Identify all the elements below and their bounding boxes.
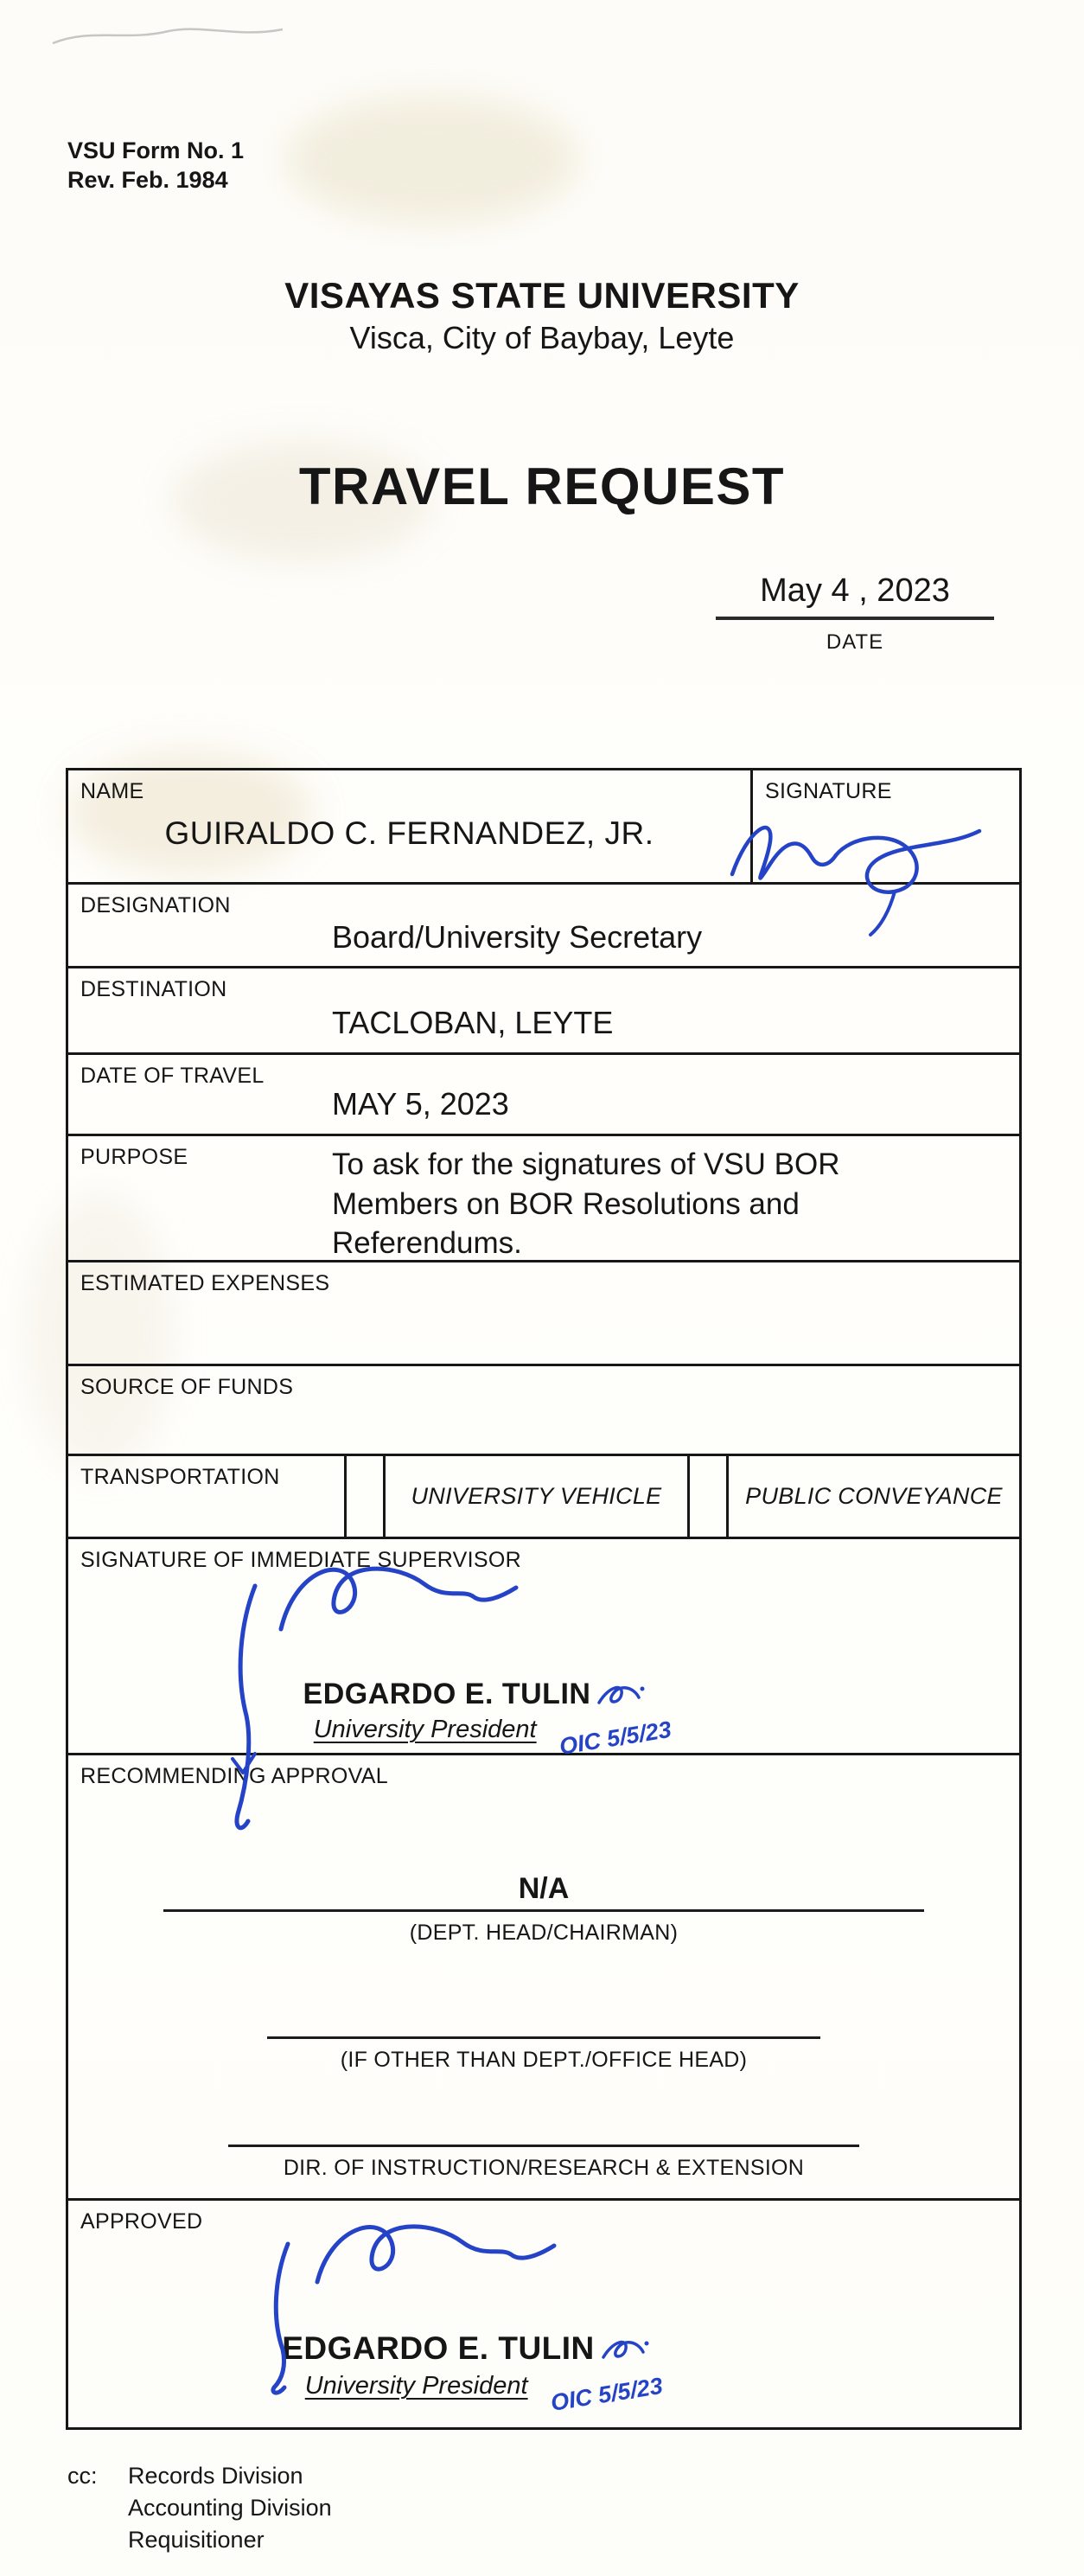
row-name: [68, 770, 1019, 885]
supervisor-name: EDGARDO E. TULIN: [303, 1678, 591, 1710]
dept-head-sign-group: [68, 1872, 1019, 1946]
immediate-supervisor-label: SIGNATURE OF IMMEDIATE SUPERVISOR: [80, 1548, 521, 1572]
pencil-scribble: [48, 16, 290, 55]
date-of-travel-label: DATE OF TRAVEL: [80, 1064, 265, 1088]
name-value: GUIRALDO C. FERNANDEZ, JR.: [164, 815, 654, 851]
row-estimated-expenses: [68, 1262, 1019, 1366]
cc-item: Accounting Division: [128, 2495, 332, 2522]
designation-value: Board/University Secretary: [332, 919, 703, 955]
university-vehicle-checkbox: [347, 1456, 386, 1537]
other-head-caption: (IF OTHER THAN DEPT./OFFICE HEAD): [340, 2048, 748, 2072]
signature-label: SIGNATURE: [765, 779, 892, 803]
source-of-funds-label: SOURCE OF FUNDS: [80, 1375, 294, 1399]
purpose-value: To ask for the signatures of VSU BOR Members on BOR Resolutions and Referendums.: [332, 1147, 840, 1260]
date-of-travel-value: MAY 5, 2023: [332, 1086, 509, 1122]
destination-label: DESTINATION: [80, 977, 227, 1001]
document-title: TRAVEL REQUEST: [298, 457, 786, 515]
date-block: [716, 572, 994, 655]
date-value: May 4 , 2023: [716, 572, 994, 620]
supervisor-name-line: [0, 1678, 950, 1713]
cc-items: [128, 2461, 332, 2557]
approver-title-line: [8, 2372, 959, 2416]
public-conveyance-option: PUBLIC CONVEYANCE: [745, 1483, 1003, 1509]
date-caption: DATE: [826, 630, 884, 654]
designation-label: DESIGNATION: [80, 893, 231, 917]
university-vehicle-option: UNIVERSITY VEHICLE: [386, 1456, 690, 1537]
row-designation: [68, 885, 1019, 968]
approver-title: University President: [304, 2372, 528, 2400]
form-table: [66, 768, 1022, 2430]
row-destination: [68, 968, 1019, 1055]
approver-initial-flourish: [598, 2333, 650, 2368]
form-revision: Rev. Feb. 1984: [67, 166, 228, 193]
signature-cell: [753, 770, 1019, 882]
dept-head-caption: (DEPT. HEAD/CHAIRMAN): [409, 1921, 679, 1945]
destination-value: TACLOBAN, LEYTE: [332, 1005, 614, 1040]
form-meta: [67, 137, 244, 195]
director-signature-line: [228, 2123, 859, 2147]
form-number: VSU Form No. 1: [67, 137, 245, 163]
purpose-label: PURPOSE: [80, 1145, 188, 1169]
row-source-of-funds: [68, 1366, 1019, 1456]
supervisor-title: University President: [313, 1716, 537, 1743]
name-label: NAME: [80, 779, 144, 803]
supervisor-title-line: [16, 1716, 967, 1760]
supervisor-initial-flourish: [594, 1678, 646, 1713]
university-header: [0, 275, 1084, 356]
paper-stain: [285, 95, 579, 225]
transportation-label: TRANSPORTATION: [80, 1465, 280, 1489]
row-approved: [68, 2201, 1019, 2427]
cc-item: Requisitioner: [128, 2527, 265, 2554]
row-date-of-travel: [68, 1055, 1019, 1136]
name-cell: [68, 770, 753, 882]
other-head-signature-line: [267, 2015, 820, 2039]
dept-head-value: N/A: [163, 1872, 924, 1912]
approver-name: EDGARDO E. TULIN: [282, 2330, 595, 2366]
row-immediate-supervisor: [68, 1539, 1019, 1760]
public-conveyance-checkbox: [690, 1456, 729, 1537]
cc-block: [67, 2461, 332, 2557]
approved-label: APPROVED: [80, 2209, 203, 2234]
approver-name-line: [0, 2330, 941, 2368]
university-address: Visca, City of Baybay, Leyte: [349, 320, 735, 355]
director-sign-group: [68, 2123, 1019, 2181]
transportation-label-cell: [68, 1456, 347, 1537]
row-purpose: [68, 1136, 1019, 1262]
row-transportation: [68, 1456, 1019, 1539]
cc-label: cc:: [67, 2463, 98, 2489]
approver-oic-note: OIC 5/5/23: [548, 2372, 665, 2416]
supervisor-oic-note: OIC 5/5/23: [557, 1716, 673, 1760]
director-caption: DIR. OF INSTRUCTION/RESEARCH & EXTENSION: [283, 2156, 805, 2180]
recommending-approval-label: RECOMMENDING APPROVAL: [80, 1764, 388, 1788]
cc-item: Records Division: [128, 2463, 303, 2489]
other-head-sign-group: [68, 2015, 1019, 2073]
row-recommending-approval: [68, 1755, 1019, 2201]
university-name: VISAYAS STATE UNIVERSITY: [284, 275, 800, 316]
estimated-expenses-label: ESTIMATED EXPENSES: [80, 1271, 330, 1295]
